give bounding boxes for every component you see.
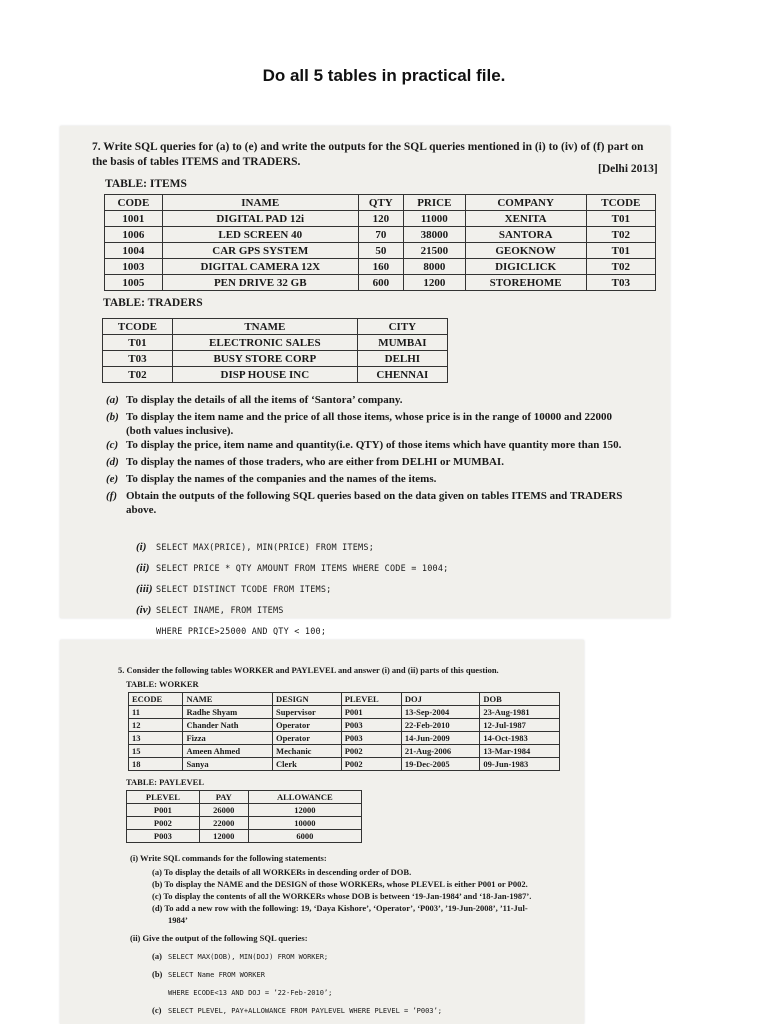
worker-cell: Operator: [273, 732, 342, 745]
paylevel-cell: 26000: [199, 804, 248, 817]
q5-part-ii-list: [152, 946, 442, 1018]
worker-cell: Fizza: [183, 732, 273, 745]
traders-header-cell: CITY: [357, 319, 447, 335]
worker-cell: 09-Jun-1983: [480, 758, 560, 771]
q7-question-item: [106, 424, 666, 438]
items-header-cell: COMPANY: [465, 195, 586, 211]
scanned-page-q7: [60, 126, 670, 637]
q5-header: 5. Consider the following tables WORKER and PAYLEVEL and answer (i) and (ii) parts of this question.: [118, 665, 499, 675]
items-header-row: [105, 195, 656, 211]
paylevel-header-cell: PAY: [199, 791, 248, 804]
worker-cell: Radhe Shyam: [183, 706, 273, 719]
paylevel-cell: P002: [127, 817, 200, 830]
worker-cell: Chander Nath: [183, 719, 273, 732]
q5-part-ii-text: SELECT PLEVEL, PAY+ALLOWANCE FROM PAYLEVEL WHERE PLEVEL = ’P003’;: [168, 1007, 442, 1015]
worker-header-row: [129, 693, 560, 706]
worker-cell: 12: [129, 719, 183, 732]
items-cell: 38000: [403, 227, 465, 243]
q7-question-label: (a): [106, 394, 119, 406]
items-cell: T01: [586, 243, 655, 259]
q7-query-item: [136, 621, 448, 639]
q5-part-ii-item: [152, 946, 442, 964]
q5-part-ii-label: (c): [152, 1005, 162, 1015]
items-cell: 50: [358, 243, 403, 259]
q7-query-item: [136, 600, 448, 618]
items-cell: 160: [358, 259, 403, 275]
q5-part-i-item: (d) To add a new row with the following: 19, ‘Daya Kishore’, ‘Operator’, ‘P003’, ’19-Jun-2008’, ’11-Jul-: [152, 903, 528, 913]
worker-cell: 13-Mar-1984: [480, 745, 560, 758]
q7-query-label: (iii): [136, 583, 153, 595]
items-table: [104, 194, 656, 291]
items-cell: GEOKNOW: [465, 243, 586, 259]
worker-cell: Sanya: [183, 758, 273, 771]
worker-table-label: TABLE: WORKER: [126, 679, 199, 689]
worker-header-cell: DOB: [480, 693, 560, 706]
q7-question-label: (f): [106, 490, 117, 502]
q7-query-label: (ii): [136, 562, 150, 574]
items-cell: DIGITAL PAD 12i: [162, 211, 358, 227]
items-cell: T03: [586, 275, 655, 291]
q5-part-i-item: (a) To display the details of all WORKERs in descending order of DOB.: [152, 867, 412, 877]
traders-header-cell: TCODE: [103, 319, 173, 335]
worker-cell: Mechanic: [273, 745, 342, 758]
q7-query-item: [136, 537, 448, 555]
items-cell: T01: [586, 211, 655, 227]
items-cell: 600: [358, 275, 403, 291]
worker-cell: 19-Dec-2005: [401, 758, 480, 771]
items-cell: DIGITAL CAMERA 12X: [162, 259, 358, 275]
items-cell: 1200: [403, 275, 465, 291]
worker-cell: 23-Aug-1981: [480, 706, 560, 719]
traders-cell: BUSY STORE CORP: [172, 351, 357, 367]
traders-table: [102, 318, 448, 383]
page-title: Do all 5 tables in practical file.: [262, 66, 506, 85]
traders-cell: DISP HOUSE INC: [172, 367, 357, 383]
q5-part-ii-label: (a): [152, 951, 162, 961]
traders-cell: T03: [103, 351, 173, 367]
items-cell: LED SCREEN 40: [162, 227, 358, 243]
paylevel-row: [127, 830, 362, 843]
items-cell: STOREHOME: [465, 275, 586, 291]
q5-part-i-item: (b) To display the NAME and the DESIGN of those WORKERs, whose PLEVEL is either P001 or P002.: [152, 879, 528, 889]
traders-header-cell: TNAME: [172, 319, 357, 335]
worker-cell: 12-Jul-1987: [480, 719, 560, 732]
items-cell: 1001: [105, 211, 163, 227]
worker-cell: 13: [129, 732, 183, 745]
q7-question-text: Obtain the outputs of the following SQL queries based on the data given on tables ITEMS and TRADERS: [126, 490, 623, 502]
q7-query-text: SELECT MAX(PRICE), MIN(PRICE) FROM ITEMS;: [156, 543, 375, 553]
items-row: [105, 227, 656, 243]
q7-question-item: [106, 503, 666, 517]
items-cell: 1005: [105, 275, 163, 291]
q7-header: [92, 140, 672, 170]
items-cell: 1004: [105, 243, 163, 259]
worker-cell: 15: [129, 745, 183, 758]
worker-cell: P001: [341, 706, 401, 719]
q7-source: [Delhi 2013]: [598, 163, 658, 175]
worker-row: [129, 758, 560, 771]
q7-question-text: To display the names of the companies and the names of the items.: [126, 473, 437, 485]
q7-question-list: [106, 393, 666, 517]
q7-query-text: WHERE PRICE>25000 AND QTY < 100;: [156, 627, 327, 637]
scanned-page-q5: [60, 640, 584, 1024]
q7-query-label: (i): [136, 541, 147, 553]
q5-part-ii: (ii) Give the output of the following SQL queries:: [130, 933, 308, 943]
worker-cell: P002: [341, 758, 401, 771]
q7-question-text: To display the details of all the items of ‘Santora’ company.: [126, 394, 403, 406]
paylevel-header-cell: PLEVEL: [127, 791, 200, 804]
worker-cell: P003: [341, 719, 401, 732]
paylevel-header-row: [127, 791, 362, 804]
worker-cell: 14-Jun-2009: [401, 732, 480, 745]
q5-part-ii-text: SELECT Name FROM WORKER: [168, 971, 265, 979]
worker-row: [129, 719, 560, 732]
q7-question-label: (c): [106, 439, 119, 451]
worker-header-cell: DESIGN: [273, 693, 342, 706]
q7-query-item: [136, 579, 448, 597]
traders-cell: T02: [103, 367, 173, 383]
q7-question-text: (both values inclusive).: [126, 425, 234, 437]
items-row: [105, 275, 656, 291]
traders-cell: T01: [103, 335, 173, 351]
worker-cell: 22-Feb-2010: [401, 719, 480, 732]
q7-question-item: [106, 410, 666, 424]
items-header-cell: QTY: [358, 195, 403, 211]
items-row: [105, 211, 656, 227]
paylevel-table-label: TABLE: PAYLEVEL: [126, 777, 205, 787]
q7-question-item: [106, 393, 666, 407]
q5-part-i-item: (c) To display the contents of all the WORKERs whose DOB is between ‘19-Jan-1984’ and ‘18-Jan-1987’.: [152, 891, 532, 901]
q5-part-ii-item: [152, 1000, 442, 1018]
q7-question-item: [106, 489, 666, 503]
traders-cell: CHENNAI: [357, 367, 447, 383]
paylevel-cell: 10000: [248, 817, 361, 830]
items-cell: 1006: [105, 227, 163, 243]
q7-query-item: [136, 558, 448, 576]
items-cell: DIGICLICK: [465, 259, 586, 275]
q7-query-text: SELECT DISTINCT TCODE FROM ITEMS;: [156, 585, 332, 595]
paylevel-row: [127, 804, 362, 817]
worker-cell: 14-Oct-1983: [480, 732, 560, 745]
items-header-cell: INAME: [162, 195, 358, 211]
items-row: [105, 259, 656, 275]
items-table-label: TABLE: ITEMS: [105, 178, 187, 190]
paylevel-cell: 12000: [199, 830, 248, 843]
items-row: [105, 243, 656, 259]
worker-cell: P002: [341, 745, 401, 758]
paylevel-cell: 6000: [248, 830, 361, 843]
q7-question-label: (d): [106, 456, 119, 468]
worker-header-cell: PLEVEL: [341, 693, 401, 706]
q5-part-i-list: [152, 866, 531, 926]
q7-question-text: above.: [126, 504, 157, 516]
worker-table: [128, 692, 560, 771]
q7-question-item: [106, 472, 666, 486]
paylevel-cell: P003: [127, 830, 200, 843]
items-header-cell: TCODE: [586, 195, 655, 211]
worker-cell: Operator: [273, 719, 342, 732]
q7-question-item: [106, 438, 666, 452]
q7-question-text: To display the item name and the price of all those items, whose price is in the range of 10000 and 22000: [126, 411, 613, 423]
paylevel-cell: P001: [127, 804, 200, 817]
traders-row: [103, 351, 448, 367]
q7-query-text: SELECT PRICE * QTY AMOUNT FROM ITEMS WHERE CODE = 1004;: [156, 564, 449, 574]
worker-row: [129, 706, 560, 719]
items-header-cell: CODE: [105, 195, 163, 211]
paylevel-cell: 22000: [199, 817, 248, 830]
items-cell: 8000: [403, 259, 465, 275]
worker-cell: 21-Aug-2006: [401, 745, 480, 758]
q5-part-i-item: 1984’: [168, 915, 188, 925]
worker-header-cell: NAME: [183, 693, 273, 706]
q7-question-label: (b): [106, 411, 119, 423]
items-header-cell: PRICE: [403, 195, 465, 211]
worker-header-cell: ECODE: [129, 693, 183, 706]
items-cell: 21500: [403, 243, 465, 259]
q7-question-item: [106, 455, 666, 469]
items-cell: 1003: [105, 259, 163, 275]
q7-question-label: (e): [106, 473, 119, 485]
items-cell: 11000: [403, 211, 465, 227]
traders-header-row: [103, 319, 448, 335]
q5-part-ii-text: SELECT MAX(DOB), MIN(DOJ) FROM WORKER;: [168, 953, 329, 961]
q7-header-line2: the basis of tables ITEMS and TRADERS.: [92, 156, 301, 168]
traders-table-label: TABLE: TRADERS: [103, 297, 203, 309]
q7-query-label: (iv): [136, 604, 152, 616]
q5-part-ii-item: [152, 964, 442, 982]
paylevel-row: [127, 817, 362, 830]
items-cell: 70: [358, 227, 403, 243]
traders-row: [103, 335, 448, 351]
worker-row: [129, 732, 560, 745]
worker-cell: Ameen Ahmed: [183, 745, 273, 758]
q5-part-i: (i) Write SQL commands for the following statements:: [130, 853, 327, 863]
worker-cell: Clerk: [273, 758, 342, 771]
q5-part-ii-text: WHERE ECODE<13 AND DOJ = ’22-Feb-2010’;: [168, 989, 333, 997]
worker-row: [129, 745, 560, 758]
worker-cell: 13-Sep-2004: [401, 706, 480, 719]
worker-cell: Supervisor: [273, 706, 342, 719]
q7-question-text: To display the names of those traders, who are either from DELHI or MUMBAI.: [126, 456, 504, 468]
items-cell: SANTORA: [465, 227, 586, 243]
worker-header-cell: DOJ: [401, 693, 480, 706]
items-cell: T02: [586, 227, 655, 243]
q7-query-list: [136, 537, 448, 642]
traders-row: [103, 367, 448, 383]
paylevel-cell: 12000: [248, 804, 361, 817]
paylevel-header-cell: ALLOWANCE: [248, 791, 361, 804]
items-cell: T02: [586, 259, 655, 275]
worker-cell: P003: [341, 732, 401, 745]
items-cell: XENITA: [465, 211, 586, 227]
worker-cell: 11: [129, 706, 183, 719]
q7-query-text: SELECT INAME, FROM ITEMS: [156, 606, 284, 616]
q7-header-line1: 7. Write SQL queries for (a) to (e) and write the outputs for the SQL queries mentioned in (i) to (iv) of (f) part on: [92, 141, 644, 153]
traders-cell: DELHI: [357, 351, 447, 367]
paylevel-table: [126, 790, 362, 843]
traders-cell: ELECTRONIC SALES: [172, 335, 357, 351]
worker-cell: 18: [129, 758, 183, 771]
items-cell: CAR GPS SYSTEM: [162, 243, 358, 259]
q5-part-ii-item: [152, 982, 442, 1000]
items-cell: PEN DRIVE 32 GB: [162, 275, 358, 291]
q5-part-ii-label: (b): [152, 969, 163, 979]
q7-question-text: To display the price, item name and quantity(i.e. QTY) of those items which have quantity more than 150.: [126, 439, 622, 451]
traders-cell: MUMBAI: [357, 335, 447, 351]
items-cell: 120: [358, 211, 403, 227]
